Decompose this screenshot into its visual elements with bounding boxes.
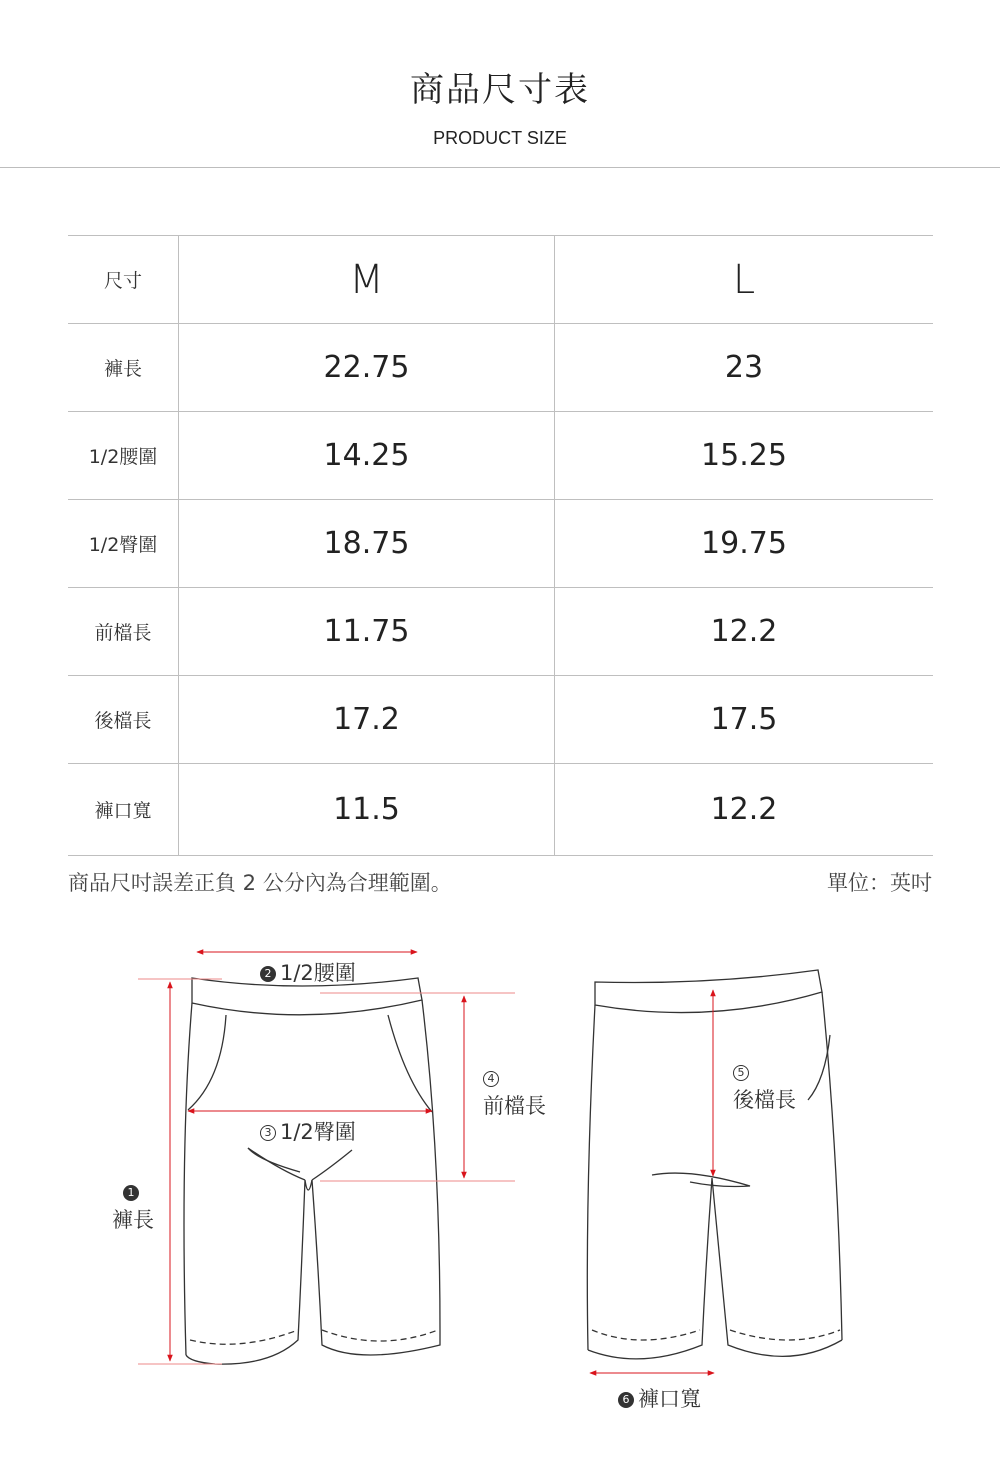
measurement-lines <box>138 952 714 1373</box>
table-row <box>68 764 933 856</box>
value-l: 17.5 <box>555 676 934 764</box>
unit-note: 單位：英吋 <box>827 871 932 895</box>
label-back-rise-text: 後檔長 <box>733 1088 796 1112</box>
label-back-rise <box>733 1060 796 1114</box>
label-hip <box>260 1116 356 1146</box>
size-l-header: L <box>555 236 934 324</box>
row-label: 褲長 <box>68 324 179 412</box>
label-leg-opening-text: 褲口寬 <box>638 1387 701 1411</box>
label-waist <box>260 957 356 987</box>
value-m: 14.25 <box>179 412 555 500</box>
label-length <box>112 1180 154 1234</box>
row-label: 1/2臀圍 <box>68 500 179 588</box>
label-leg-opening <box>618 1383 701 1413</box>
page-subtitle: PRODUCT SIZE <box>433 128 567 148</box>
back-shorts-outline <box>587 970 842 1359</box>
value-m: 11.5 <box>179 764 555 856</box>
number-1-icon: 1 <box>123 1185 139 1201</box>
value-m: 11.75 <box>179 588 555 676</box>
value-l: 15.25 <box>555 412 934 500</box>
value-l: 12.2 <box>555 588 934 676</box>
value-l: 12.2 <box>555 764 934 856</box>
tolerance-note: 商品尺吋誤差正負 2 公分內為合理範圍。 <box>68 871 452 895</box>
number-4-icon: 4 <box>483 1071 499 1087</box>
value-m: 17.2 <box>179 676 555 764</box>
number-2-icon: 2 <box>260 966 276 982</box>
table-row <box>68 412 933 500</box>
label-length-text: 褲長 <box>112 1208 154 1232</box>
header-divider <box>0 167 1000 168</box>
page-title: 商品尺寸表 <box>410 70 590 110</box>
value-m: 22.75 <box>179 324 555 412</box>
front-shorts-outline <box>184 978 440 1364</box>
value-l: 19.75 <box>555 500 934 588</box>
label-front-rise-text: 前檔長 <box>483 1094 546 1118</box>
table-header-row <box>68 236 933 324</box>
row-label: 前檔長 <box>68 588 179 676</box>
label-hip-text: 1/2臀圍 <box>280 1120 356 1144</box>
label-front-rise <box>483 1066 546 1120</box>
value-l: 23 <box>555 324 934 412</box>
size-table <box>68 235 933 856</box>
table-row <box>68 500 933 588</box>
label-waist-text: 1/2腰圍 <box>280 961 356 985</box>
table-row <box>68 324 933 412</box>
row-label: 1/2腰圍 <box>68 412 179 500</box>
number-6-icon: 6 <box>618 1392 634 1408</box>
row-label: 褲口寬 <box>68 764 179 856</box>
table-row <box>68 676 933 764</box>
size-m-header: M <box>179 236 555 324</box>
number-5-icon: 5 <box>733 1065 749 1081</box>
row-label: 後檔長 <box>68 676 179 764</box>
table-row <box>68 588 933 676</box>
header-label-cell: 尺寸 <box>68 236 179 324</box>
number-3-icon: 3 <box>260 1125 276 1141</box>
value-m: 18.75 <box>179 500 555 588</box>
